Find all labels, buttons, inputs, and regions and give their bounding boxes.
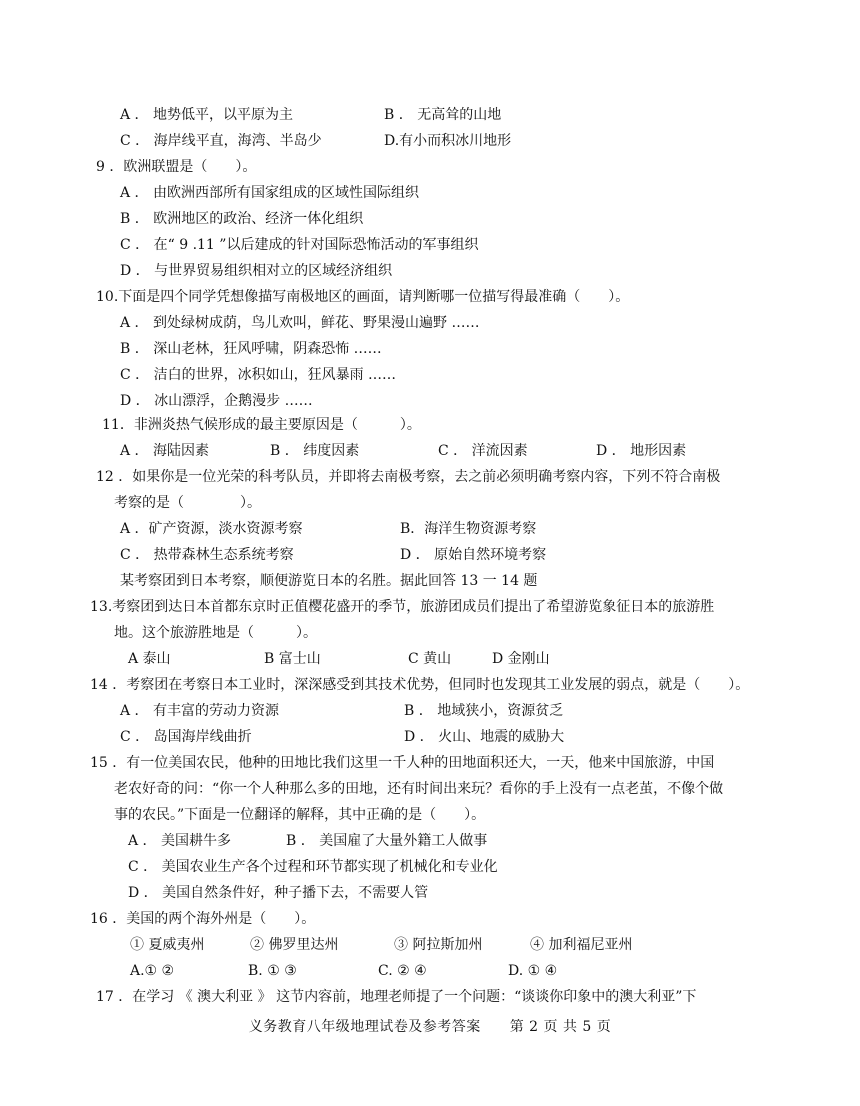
q16-option-d: D. ① ④ bbox=[508, 963, 558, 979]
q14-option-a: A ． 有丰富的劳动力资源 bbox=[120, 703, 280, 719]
q10-option-d: D ． 冰山漂浮，企鹅漫步 …… bbox=[120, 393, 313, 409]
q16-option-b: B. ① ③ bbox=[248, 963, 297, 979]
q9-option-c: C ． 在“ 9 .11 ”以后建成的针对国际恐怖活动的军事组织 bbox=[120, 237, 479, 253]
q15-stem-line2: 老农好奇的问：“你一个人种那么多的田地，还有时间出来玩？看你的手上没有一点老茧，不像个做 bbox=[114, 781, 724, 797]
q13-option-a: A 泰山 bbox=[128, 651, 171, 667]
q16-option-c: C. ② ④ bbox=[378, 963, 427, 979]
q8-option-c: C ． 海岸线平直，海湾、半岛少 bbox=[120, 133, 322, 149]
q15-option-d: D ． 美国自然条件好，种子播下去，不需要人管 bbox=[128, 885, 429, 901]
q12-stem-line2: 考察的是（ ）。 bbox=[114, 495, 261, 511]
q16-item-1: ① 夏威夷州 bbox=[130, 937, 205, 953]
q9-option-a: A ． 由欧洲西部所有国家组成的区域性国际组织 bbox=[120, 185, 420, 201]
q11-option-b: B ． 纬度因素 bbox=[270, 443, 360, 459]
q16-stem: 16 ．美国的两个海外州是（ ）。 bbox=[90, 911, 316, 927]
q15-option-a: A ． 美国耕牛多 bbox=[128, 833, 232, 849]
q15-option-c: C ． 美国农业生产各个过程和环节都实现了机械化和专业化 bbox=[128, 859, 498, 875]
q11-stem: 11．非洲炎热气候形成的最主要原因是（ ）。 bbox=[102, 417, 421, 433]
q11-option-a: A ． 海陆因素 bbox=[120, 443, 210, 459]
q17-stem: 17 ．在学习 《 澳大利亚 》 这节内容前，地理老师提了一个问题：“谈谈你印象中的澳大利亚”下 bbox=[96, 989, 697, 1005]
q8-option-a: A ． 地势低平，以平原为主 bbox=[120, 107, 294, 123]
page-footer: 义务教育八年级地理试卷及参考答案 第 2 页 共 5 页 bbox=[248, 1019, 612, 1035]
q12-option-a: A ．矿产资源，淡水资源考察 bbox=[120, 521, 303, 537]
q12-option-b: B．海洋生物资源考察 bbox=[400, 521, 537, 537]
q9-stem: 9 ．欧洲联盟是（ ）。 bbox=[96, 159, 257, 175]
q13-stem-line1: 13.考察团到达日本首都东京时正值樱花盛开的季节，旅游团成员们提出了希望游览象征日本的旅游胜 bbox=[90, 599, 715, 615]
q11-option-c: C ． 洋流因素 bbox=[438, 443, 528, 459]
q14-stem: 14 ．考察团在考察日本工业时，深深感受到其技术优势，但同时也发现其工业发展的弱点，就是（ ）。 bbox=[90, 677, 750, 693]
q13-stem-line2: 地。这个旅游胜地是（ ）。 bbox=[114, 625, 317, 641]
q14-option-d: D ． 火山、地震的威胁大 bbox=[404, 729, 565, 745]
q12-stem-line1: 12 ．如果你是一位光荣的科考队员，并即将去南极考察，去之前必须明确考察内容，下列不符合南极 bbox=[96, 469, 721, 485]
q10-option-c: C ． 洁白的世界，冰积如山，狂风暴雨 …… bbox=[120, 367, 397, 383]
q8-option-b: B ． 无高耸的山地 bbox=[384, 107, 502, 123]
q9-option-b: B ． 欧洲地区的政治、经济一体化组织 bbox=[120, 211, 364, 227]
q9-option-d: D ． 与世界贸易组织相对立的区域经济组织 bbox=[120, 263, 393, 279]
q16-item-4: ④ 加利福尼亚州 bbox=[530, 937, 633, 953]
q10-option-b: B ． 深山老林，狂风呼啸，阴森恐怖 …… bbox=[120, 341, 382, 357]
q15-stem-line3: 事的农民。”下面是一位翻译的解释，其中正确的是（ ）。 bbox=[114, 807, 486, 823]
q11-option-d: D ． 地形因素 bbox=[596, 443, 687, 459]
q10-option-a: A ． 到处绿树成荫，鸟儿欢叫，鲜花、野果漫山遍野 …… bbox=[120, 315, 480, 331]
q13-option-d: D 金刚山 bbox=[492, 651, 550, 667]
q15-option-b: B ． 美国雇了大量外籍工人做事 bbox=[286, 833, 488, 849]
q16-item-3: ③ 阿拉斯加州 bbox=[394, 937, 483, 953]
q8-option-d: D.有小而积冰川地形 bbox=[384, 133, 512, 149]
q14-option-b: B ． 地域狭小，资源贫乏 bbox=[404, 703, 564, 719]
q14-option-c: C ． 岛国海岸线曲折 bbox=[120, 729, 252, 745]
q15-stem-line1: 15 ．有一位美国农民，他种的田地比我们这里一千人种的田地面积还大，一天，他来中国旅游，中国 bbox=[90, 755, 715, 771]
q12-option-d: D ． 原始自然环境考察 bbox=[400, 547, 547, 563]
q13-option-b: B 富士山 bbox=[264, 651, 321, 667]
q12-option-c: C ． 热带森林生态系统考察 bbox=[120, 547, 294, 563]
q13-14-intro: 某考察团到日本考察，顺便游览日本的名胜。据此回答 13 一 14 题 bbox=[120, 573, 538, 589]
q10-stem: 10.下面是四个同学凭想像描写南极地区的画面，请判断哪一位描写得最准确（ ）。 bbox=[96, 289, 630, 305]
q13-option-c: C 黄山 bbox=[408, 651, 452, 667]
q16-option-a: A.① ② bbox=[130, 963, 175, 979]
q16-item-2: ② 佛罗里达州 bbox=[250, 937, 339, 953]
